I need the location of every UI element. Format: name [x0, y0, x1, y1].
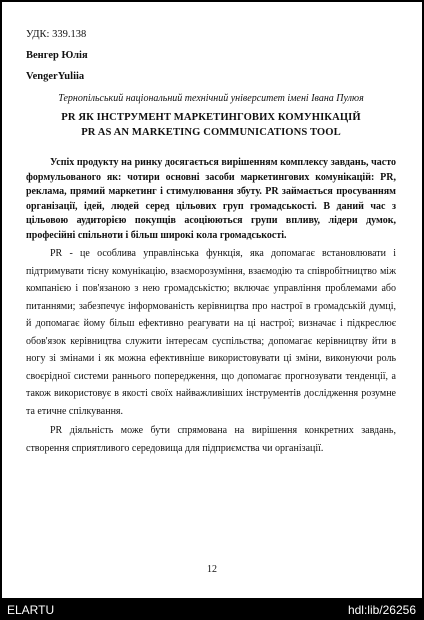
paper-page — [26, 28, 396, 457]
page-number: 12 — [207, 564, 217, 575]
title-ukrainian: PR ЯК ІНСТРУМЕНТ МАРКЕТИНГОВИХ КОМУНІКАЦІЙ — [61, 112, 361, 123]
author-ukrainian: Венгер Юлія — [26, 50, 88, 61]
repository-name[interactable]: ELARTU — [7, 603, 55, 617]
body-paragraph-1: PR - це особлива управлінська функція, яка допомагає встановлювати і підтримувати тісну комунікацію, взаєморозуміння, взаємодію та співробітництво між компанією і пов'язаною з нею громадськістю; включає управління проблемами або питаннями; забезпечує інформованість керівництва про настрої в громадській думці, й допомагає йому більш ефективно реагувати на ці настрої; визначає і підкреслює обов'язок керівництва служити інтересам суспільства; допомагає керівництву йти в ногу зі змінами і як можна ефективніше використовувати ці зміни, виконуючи роль своєрідної системи раннього попередження, що допомагає прогнозувати тенденції, а також використовує в якості своїх найважливіших інструментів дослідження розумне та етичне спілкування. — [26, 248, 396, 417]
handle-identifier[interactable]: hdl:lib/26256 — [347, 603, 416, 617]
title-english: PR AS AN MARKETING COMMUNICATIONS TOOL — [81, 127, 341, 138]
body-paragraph-2: PR діяльність може бути спрямована на вирішення конкретних завдань, створення сприятливого середовища для підприємства чи організації. — [26, 425, 396, 454]
author-english: VengerYuliia — [26, 71, 85, 82]
abstract: Успіх продукту на ринку досягається вирішенням комплексу завдань, часто формульованого як: чотири основні засоби маркетингових комунікацій: PR, реклама, прямий маркетинг і стимулювання збуту. PR займається просуванням організації, ідей, людей серед цільових груп громадськості. В даний час з цільовою аудиторією покупців асоціюються групи впливу, лідери думок, професійні спільноти і більш широкі кола громадськості. — [26, 157, 396, 241]
udc-code: УДК: 339.138 — [26, 29, 87, 40]
affiliation: Тернопільський національний технічний університет імені Івана Пулюя — [58, 93, 364, 104]
repository-footer — [0, 600, 424, 620]
